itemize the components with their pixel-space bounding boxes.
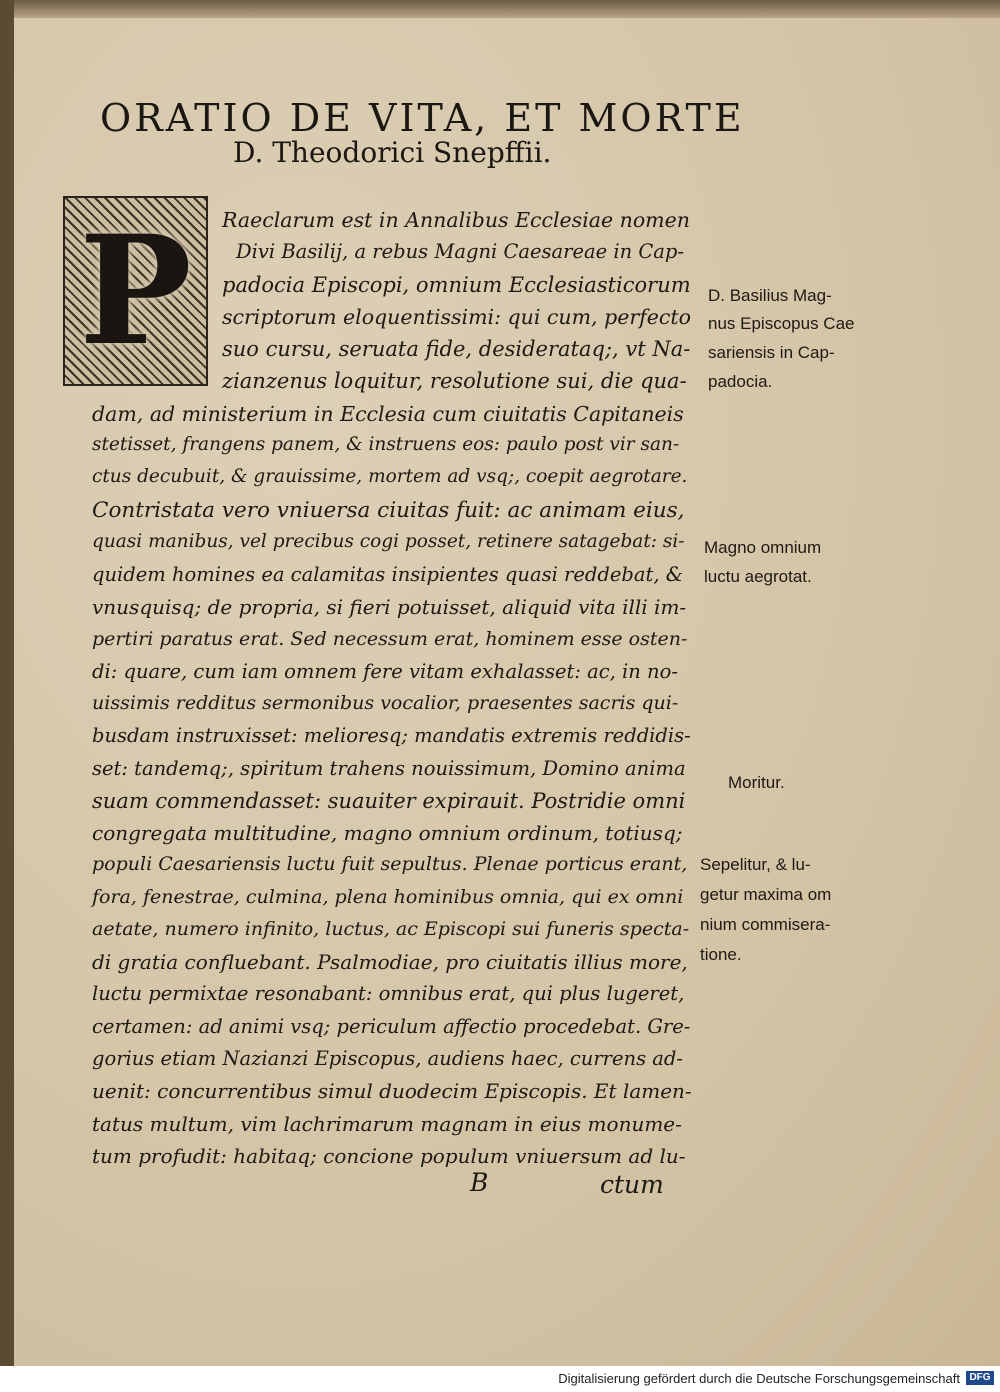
text-line: ctus decubuit, & grauissime, mortem ad vsq;, coepit aegrotare.	[92, 466, 688, 487]
initial-letter: P	[79, 203, 192, 379]
margin-note-line: tione.	[700, 945, 742, 964]
text-line: padocia Episcopi, omnium Ecclesiasticorum	[222, 273, 691, 297]
margin-note-line: luctu aegrotat.	[704, 567, 812, 586]
signature-mark: B	[470, 1168, 489, 1197]
text-line: suo cursu, seruata fide, desiderataq;, vt Na-	[222, 337, 691, 361]
text-line: fora, fenestrae, culmina, plena hominibus omnia, qui ex omni	[92, 886, 684, 908]
text-line: scriptorum eloquentissimi: qui cum, perfecto	[222, 305, 691, 329]
page-top-edge	[0, 0, 1000, 18]
footer-bar	[0, 1366, 1000, 1392]
text-line: set: tandemq;, spiritum trahens nouissimum, Domino anima	[92, 757, 686, 780]
margin-note-line: Magno omnium	[704, 538, 822, 557]
catchword: ctum	[600, 1170, 664, 1199]
text-line: dam, ad ministerium in Ecclesia cum ciuitatis Capitaneis	[92, 402, 684, 426]
margin-note-line: nium commisera-	[700, 915, 831, 934]
margin-note-line: D. Basilius Mag-	[708, 286, 832, 305]
margin-note-line: Moritur.	[728, 773, 785, 792]
text-line: stetisset, frangens panem, & instruens eos: paulo post vir san-	[92, 434, 680, 455]
text-line: Contristata vero vniuersa ciuitas fuit: ac animam eius,	[92, 498, 685, 523]
text-line: populi Caesariensis luctu fuit sepultus. Plenae porticus erant,	[92, 853, 688, 875]
text-line: Raeclarum est in Annalibus Ecclesiae nomen	[222, 208, 690, 232]
text-line: aetate, numero infinito, luctus, ac Episcopi sui funeris specta-	[92, 918, 690, 940]
text-line: luctu permixtae resonabant: omnibus erat, qui plus lugeret,	[92, 982, 685, 1005]
page-subtitle: D. Theodorici Snepffii.	[233, 136, 552, 169]
text-line: pertiri paratus erat. Sed necessum erat, hominem esse osten-	[92, 628, 688, 650]
dfg-logo: DFG	[966, 1371, 994, 1385]
text-line: quasi manibus, vel precibus cogi posset, retinere satagebat: si-	[92, 531, 685, 552]
text-line: uissimis redditus sermonibus vocalior, praesentes sacris qui-	[92, 692, 679, 714]
text-line: uenit: concurrentibus simul duodecim Episcopis. Et lamen-	[92, 1079, 692, 1103]
margin-note-line: nus Episcopus Cae	[708, 314, 855, 333]
text-line: certamen: ad animi vsq; periculum affectio procedebat. Gre-	[92, 1015, 691, 1038]
decorated-initial	[63, 196, 208, 386]
text-line: suam commendasset: suauiter expirauit. Postridie omni	[92, 789, 686, 813]
text-line: gorius etiam Nazianzi Episcopus, audiens haec, currens ad-	[92, 1047, 684, 1070]
margin-note-line: sariensis in Cap-	[708, 343, 835, 362]
text-line: Divi Basilij, a rebus Magni Caesareae in Cap-	[236, 240, 684, 263]
text-line: quidem homines ea calamitas insipientes quasi reddebat, &	[92, 563, 684, 586]
text-line: tum profudit: habitaq; concione populum vniuersum ad lu-	[92, 1144, 686, 1168]
text-line: congregata multitudine, magno omnium ordinum, totiusq;	[92, 821, 683, 845]
text-line: di: quare, cum iam omnem fere vitam exhalasset: ac, in no-	[92, 660, 678, 683]
margin-note-line: padocia.	[708, 372, 773, 391]
footer-credit: Digitalisierung gefördert durch die Deutsche Forschungsgemeinschaft	[558, 1371, 960, 1386]
text-line: vnusquisq; de propria, si fieri potuisset, aliquid vita illi im-	[92, 595, 687, 619]
page-title: ORATIO DE VITA, ET MORTE	[100, 96, 745, 140]
text-line: busdam instruxisset: melioresq; mandatis extremis reddidis-	[92, 724, 691, 747]
text-line: tatus multum, vim lachrimarum magnam in eius monume-	[92, 1112, 682, 1136]
margin-note-line: Sepelitur, & lu-	[700, 855, 811, 874]
page-binding-edge	[0, 0, 14, 1366]
text-line: di gratia confluebant. Psalmodiae, pro ciuitatis illius more,	[92, 950, 688, 974]
text-line: zianzenus loquitur, resolutione sui, die qua-	[222, 369, 687, 393]
margin-note-line: getur maxima om	[700, 885, 832, 904]
